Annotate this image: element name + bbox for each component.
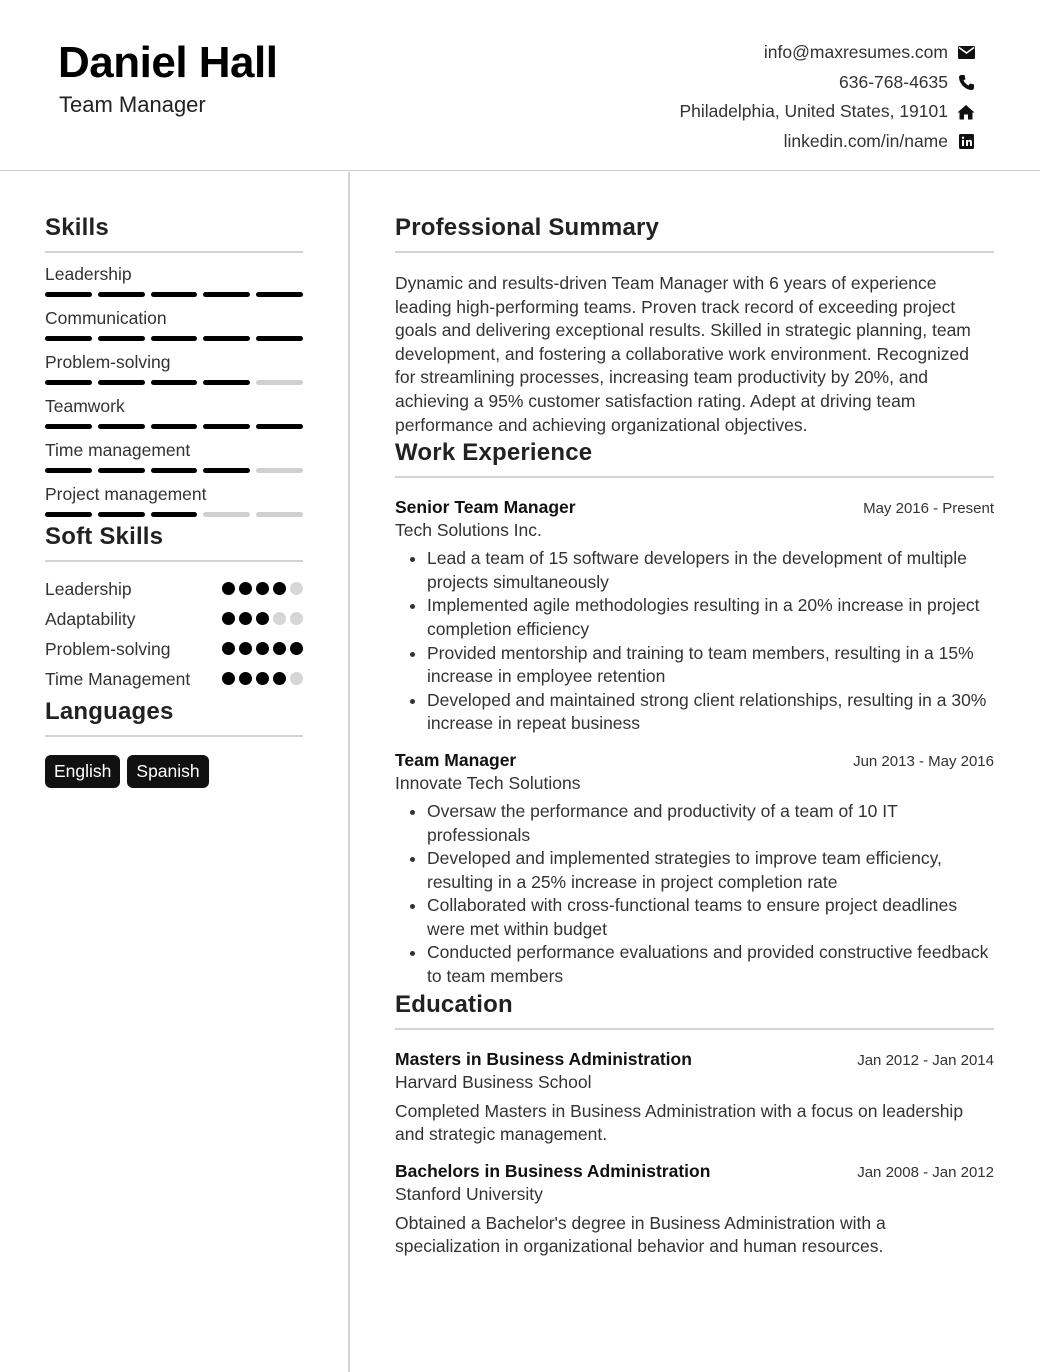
soft-skill-rating <box>222 612 303 625</box>
skill-level-bar <box>45 512 303 517</box>
skill-level-segment <box>98 380 145 385</box>
languages-list <box>45 755 303 788</box>
skill-name: Leadership <box>45 264 132 284</box>
main-content <box>395 214 994 1259</box>
skill-level-segment <box>203 512 250 517</box>
soft-skill-item <box>45 608 303 630</box>
rating-dot <box>290 582 303 595</box>
job-bullet: • Developed and implemented strategies to improve team efficiency, resulting in a 25% increase in project completion rate <box>427 847 994 894</box>
languages-heading: Languages <box>45 698 303 737</box>
skill-name: Time management <box>45 440 191 460</box>
job-bullet: • Developed and maintained strong client relationships, resulting in a 30% increase in repeat business <box>427 689 994 736</box>
contact-address <box>476 97 976 127</box>
rating-dot <box>222 612 235 625</box>
soft-skill-name: Leadership <box>45 579 132 599</box>
skill-name: Problem-solving <box>45 352 171 372</box>
skill-name: Teamwork <box>45 396 125 416</box>
candidate-title: Team Manager <box>59 92 206 117</box>
rating-dot <box>256 582 269 595</box>
education-school: Harvard Business School <box>395 1071 592 1092</box>
job-header <box>395 750 994 771</box>
education-entry <box>395 1161 994 1259</box>
education-list <box>395 1049 994 1259</box>
rating-dot <box>256 612 269 625</box>
soft-skills-heading: Soft Skills <box>45 523 303 562</box>
contact-linkedin-text[interactable]: linkedin.com/in/name <box>783 130 948 151</box>
skill-level-segment <box>151 336 198 341</box>
skill-level-segment <box>203 380 250 385</box>
contact-linkedin[interactable] <box>476 127 976 157</box>
rating-dot <box>290 642 303 655</box>
skill-level-segment <box>203 424 250 429</box>
contact-phone[interactable] <box>476 68 976 98</box>
skill-level-segment <box>256 424 303 429</box>
rating-dot <box>290 672 303 685</box>
rating-dot <box>273 672 286 685</box>
linkedin-icon <box>956 131 976 151</box>
contact-email-text[interactable]: info@maxresumes.com <box>763 42 948 63</box>
soft-skill-name: Time Management <box>45 669 191 689</box>
rating-dot <box>239 582 252 595</box>
skills-heading: Skills <box>45 214 303 253</box>
skills-list <box>45 263 303 517</box>
skill-level-segment <box>203 292 250 297</box>
job-bullet: • Oversaw the performance and productivity of a team of 10 IT professionals <box>427 800 994 847</box>
education-heading: Education <box>395 991 994 1030</box>
job-bullet: • Lead a team of 15 software developers in the development of multiple projects simultaneously <box>427 547 994 594</box>
sidebar <box>45 214 303 788</box>
skill-item <box>45 351 303 385</box>
candidate-name: Daniel Hall <box>58 38 278 87</box>
job-bullet: • Provided mentorship and training to team members, resulting in a 15% increase in employee retention <box>427 642 994 689</box>
job-company: Tech Solutions Inc. <box>395 520 542 541</box>
skill-item <box>45 307 303 341</box>
skill-level-segment <box>45 468 92 473</box>
skill-level-bar <box>45 292 303 297</box>
skill-level-bar <box>45 336 303 341</box>
rating-dot <box>273 582 286 595</box>
job-header <box>395 497 994 518</box>
home-icon <box>956 102 976 122</box>
education-degree: Bachelors in Business Administration <box>395 1160 711 1181</box>
skill-level-segment <box>98 468 145 473</box>
education-date: Jan 2012 - Jan 2014 <box>857 1051 994 1069</box>
job-date: Jun 2013 - May 2016 <box>853 752 994 770</box>
education-degree: Masters in Business Administration <box>395 1048 692 1069</box>
rating-dot <box>273 612 286 625</box>
skill-level-segment <box>98 292 145 297</box>
contact-phone-text[interactable]: 636-768-4635 <box>839 71 948 92</box>
skill-level-segment <box>151 424 198 429</box>
soft-skill-item <box>45 638 303 660</box>
rating-dot <box>239 672 252 685</box>
job-entry <box>395 750 994 989</box>
education-school: Stanford University <box>395 1183 543 1204</box>
skill-level-segment <box>151 512 198 517</box>
skill-level-bar <box>45 468 303 473</box>
rating-dot <box>290 612 303 625</box>
job-bullets <box>395 800 994 989</box>
rating-dot <box>222 672 235 685</box>
soft-skill-rating <box>222 672 303 685</box>
rating-dot <box>256 672 269 685</box>
job-company: Innovate Tech Solutions <box>395 772 581 793</box>
skill-level-segment <box>45 380 92 385</box>
job-bullet: • Implemented agile methodologies resulting in a 20% increase in project completion efficiency <box>427 594 994 641</box>
column-divider <box>348 172 350 1372</box>
rating-dot <box>273 642 286 655</box>
experience-heading: Work Experience <box>395 439 994 478</box>
soft-skill-item <box>45 578 303 600</box>
skill-item <box>45 483 303 517</box>
education-header <box>395 1049 994 1070</box>
summary-heading: Professional Summary <box>395 214 994 253</box>
envelope-icon <box>956 43 976 63</box>
summary-text: Dynamic and results-driven Team Manager with 6 years of experience leading high-performing teams. Proven track record of exceeding project goals and delivering exceptional results. Skilled in strategic planning, team development, and fostering a collaborative work environment. Recognized for streamlining processes, increasing team productivity by 20%, and achieving a 95% customer satisfaction rating. Adept at driving team performance and achieving organizational objectives. <box>395 273 971 435</box>
skill-level-segment <box>45 292 92 297</box>
contact-email[interactable] <box>476 38 976 68</box>
job-bullets <box>395 547 994 736</box>
contact-address-text: Philadelphia, United States, 19101 <box>679 101 948 122</box>
soft-skill-name: Adaptability <box>45 609 136 629</box>
rating-dot <box>222 582 235 595</box>
education-entry <box>395 1049 994 1147</box>
skill-level-segment <box>151 468 198 473</box>
skill-level-segment <box>256 380 303 385</box>
skill-level-segment <box>45 512 92 517</box>
skill-level-segment <box>151 292 198 297</box>
education-description: Completed Masters in Business Administration with a focus on leadership and strategic management. <box>395 1100 964 1145</box>
skill-level-segment <box>98 424 145 429</box>
skill-level-bar <box>45 380 303 385</box>
skill-level-segment <box>45 336 92 341</box>
job-title: Team Manager <box>395 749 517 770</box>
skill-item <box>45 395 303 429</box>
resume-header <box>0 0 1040 171</box>
job-bullet: • Conducted performance evaluations and provided constructive feedback to team members <box>427 941 994 988</box>
education-header <box>395 1161 994 1182</box>
skill-level-segment <box>151 380 198 385</box>
skill-level-segment <box>203 336 250 341</box>
skill-level-segment <box>256 336 303 341</box>
skill-level-segment <box>256 292 303 297</box>
soft-skills-list <box>45 578 303 690</box>
rating-dot <box>222 642 235 655</box>
skill-level-segment <box>98 512 145 517</box>
contact-info <box>476 38 976 156</box>
skill-level-segment <box>98 336 145 341</box>
experience-list <box>395 497 994 989</box>
skill-level-bar <box>45 424 303 429</box>
soft-skill-rating <box>222 642 303 655</box>
job-bullet: • Collaborated with cross-functional teams to ensure project deadlines were met within budget <box>427 894 994 941</box>
skill-name: Communication <box>45 308 167 328</box>
job-title: Senior Team Manager <box>395 497 576 518</box>
skill-level-segment <box>203 468 250 473</box>
phone-icon <box>956 72 976 92</box>
job-date: May 2016 - Present <box>863 500 994 518</box>
job-entry <box>395 497 994 736</box>
rating-dot <box>239 612 252 625</box>
skill-name: Project management <box>45 484 207 504</box>
soft-skill-name: Problem-solving <box>45 639 171 659</box>
education-description: Obtained a Bachelor's degree in Business Administration with a specialization in organizational behavior and human resources. <box>395 1212 886 1257</box>
rating-dot <box>256 642 269 655</box>
soft-skill-item <box>45 668 303 690</box>
rating-dot <box>239 642 252 655</box>
soft-skill-rating <box>222 582 303 595</box>
education-date: Jan 2008 - Jan 2012 <box>857 1163 994 1181</box>
skill-level-segment <box>256 468 303 473</box>
skill-level-segment <box>45 424 92 429</box>
language-badge: Spanish <box>127 755 208 788</box>
skill-level-segment <box>256 512 303 517</box>
skill-item <box>45 263 303 297</box>
skill-item <box>45 439 303 473</box>
language-badge: English <box>45 755 120 788</box>
